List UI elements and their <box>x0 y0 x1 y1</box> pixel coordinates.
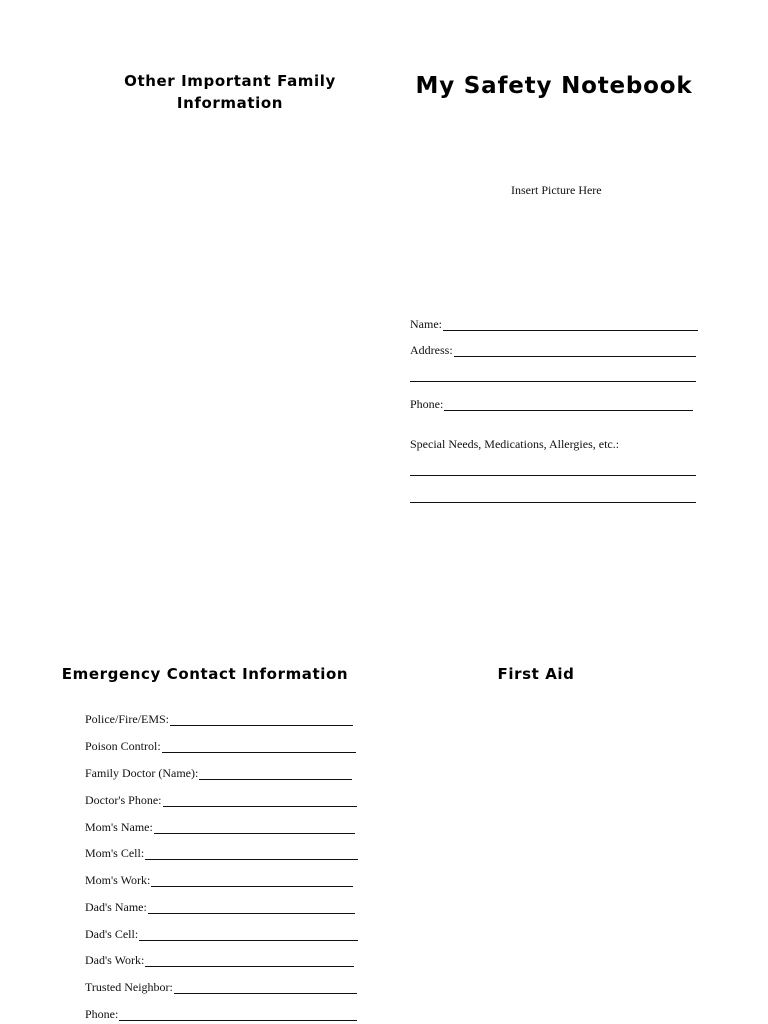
address-line-2[interactable] <box>410 381 696 382</box>
emergency-field-label: Family Doctor (Name): <box>85 766 199 780</box>
emergency-field-label: Poison Control: <box>85 739 161 753</box>
emergency-field-moms-work[interactable] <box>85 873 353 887</box>
phone-field[interactable] <box>410 397 693 411</box>
emergency-field-dads-cell[interactable] <box>85 927 358 941</box>
first-aid-title-text: First Aid <box>497 665 575 683</box>
family-info-title-text: Other Important Family Information <box>124 72 336 112</box>
emergency-field-label: Doctor's Phone: <box>85 793 162 807</box>
emergency-field-dads-name[interactable] <box>85 900 355 914</box>
emergency-title <box>60 663 350 685</box>
special-needs-line-1[interactable] <box>410 475 696 476</box>
emergency-field-line <box>145 848 358 860</box>
emergency-field-line <box>151 875 353 887</box>
phone-line <box>444 399 693 411</box>
emergency-field-line <box>162 741 356 753</box>
emergency-field-line <box>170 714 353 726</box>
emergency-field-police[interactable] <box>85 712 353 726</box>
first-aid-title <box>436 663 636 685</box>
name-field[interactable] <box>410 317 698 331</box>
emergency-field-label: Mom's Name: <box>85 820 153 834</box>
emergency-field-label: Phone: <box>85 1007 119 1021</box>
name-line <box>443 319 698 331</box>
emergency-field-label: Dad's Cell: <box>85 927 139 941</box>
special-needs-line-2[interactable] <box>410 502 696 503</box>
notebook-title <box>400 73 708 99</box>
picture-placeholder: Insert Picture Here <box>511 183 602 197</box>
emergency-field-poison-control[interactable] <box>85 739 356 753</box>
emergency-field-neighbor-phone[interactable] <box>85 1007 357 1021</box>
emergency-title-text: Emergency Contact Information <box>61 665 349 683</box>
emergency-field-line <box>148 902 355 914</box>
emergency-field-label: Dad's Work: <box>85 953 145 967</box>
name-label: Name: <box>410 317 442 331</box>
emergency-field-line <box>139 929 358 941</box>
emergency-field-moms-name[interactable] <box>85 820 355 834</box>
emergency-field-label: Mom's Cell: <box>85 846 145 860</box>
notebook-title-text: My Safety Notebook <box>415 73 693 99</box>
emergency-field-line <box>199 768 352 780</box>
emergency-field-line <box>174 982 357 994</box>
emergency-field-dads-work[interactable] <box>85 953 354 967</box>
emergency-field-doctor-phone[interactable] <box>85 793 357 807</box>
emergency-field-label: Dad's Name: <box>85 900 147 914</box>
emergency-field-line <box>154 822 355 834</box>
emergency-field-label: Mom's Work: <box>85 873 151 887</box>
address-field[interactable] <box>410 343 696 357</box>
address-line <box>454 345 696 357</box>
phone-label: Phone: <box>410 397 444 411</box>
emergency-field-line <box>119 1009 357 1021</box>
emergency-field-label: Trusted Neighbor: <box>85 980 173 994</box>
emergency-field-label: Police/Fire/EMS: <box>85 712 169 726</box>
emergency-field-family-doctor[interactable] <box>85 766 352 780</box>
special-needs-label: Special Needs, Medications, Allergies, etc.: <box>410 437 620 451</box>
emergency-field-moms-cell[interactable] <box>85 846 358 860</box>
emergency-field-line <box>145 955 354 967</box>
emergency-field-trusted-neighbor[interactable] <box>85 980 357 994</box>
emergency-field-line <box>163 795 358 807</box>
address-label: Address: <box>410 343 453 357</box>
family-info-title <box>110 70 350 114</box>
